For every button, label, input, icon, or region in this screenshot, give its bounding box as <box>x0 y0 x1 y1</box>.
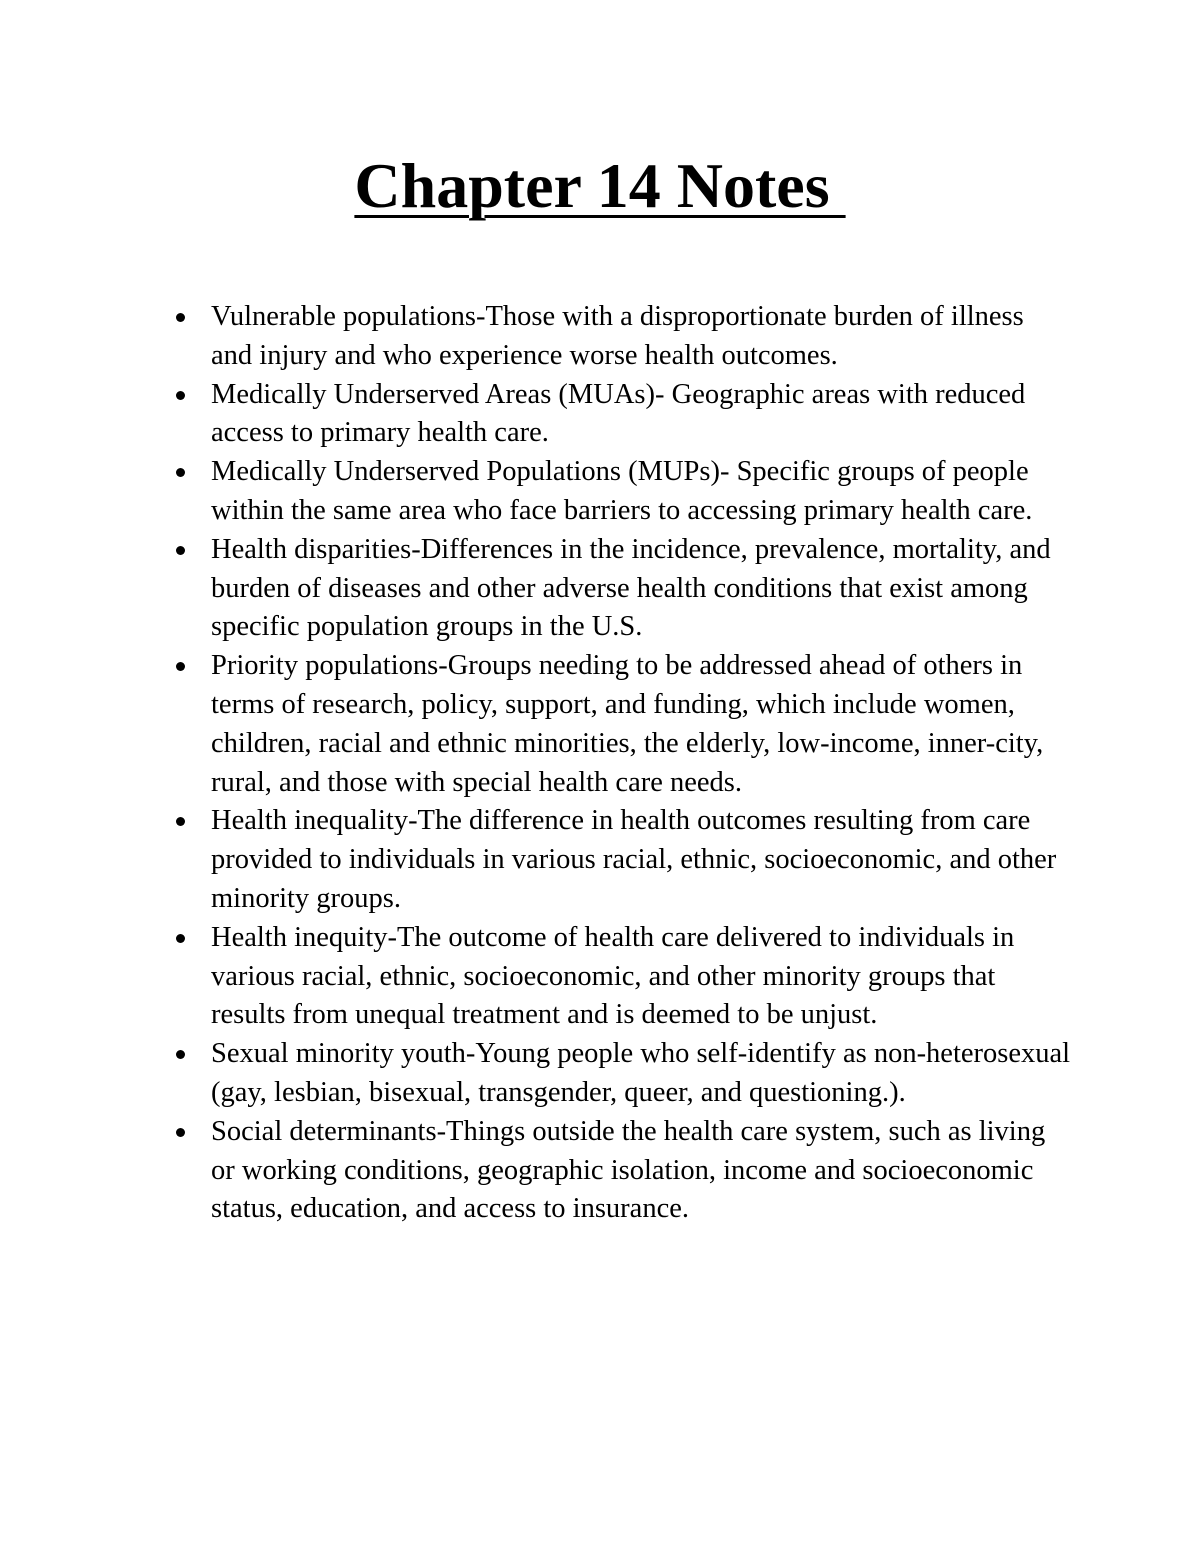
bullet-icon <box>176 1128 185 1137</box>
list-item <box>211 919 1071 1035</box>
list-item <box>211 1035 1071 1113</box>
list-item <box>211 1113 1071 1229</box>
list-item-text: Sexual minority youth-Young people who self-identify as non-heterosexual (gay, lesbian, bisexual, transgender, queer, and questioning.). <box>211 1038 1071 1108</box>
list-item <box>211 298 1071 376</box>
list-item-text: Health disparities-Differences in the incidence, prevalence, mortality, and burden of diseases and other adverse health conditions that exist among specific population groups in the U.S. <box>211 533 1051 643</box>
bullet-icon <box>176 817 185 826</box>
list-item-text: Vulnerable populations-Those with a disproportionate burden of illness and injury and who experience worse health outcomes. <box>211 301 1024 371</box>
list-item-text: Health inequity-The outcome of health care delivered to individuals in various racial, ethnic, socioeconomic, and other minority groups that results from unequal treatment and is deemed to be unjust. <box>211 921 1015 1031</box>
list-item-text: Medically Underserved Areas (MUAs)- Geographic areas with reduced access to primary health care. <box>211 378 1026 449</box>
notes-list <box>0 298 1200 1229</box>
list-item-text: Health inequality-The difference in health outcomes resulting from care provided to individuals in various racial, ethnic, socioeconomic, and other minority groups. <box>211 805 1057 914</box>
bullet-icon <box>176 313 185 322</box>
list-item-text: Medically Underserved Populations (MUPs)- Specific groups of people within the same area who face barriers to accessing primary health care. <box>211 456 1033 526</box>
bullet-icon <box>176 1050 185 1059</box>
list-item <box>211 376 1071 454</box>
bullet-icon <box>176 468 185 477</box>
bullet-icon <box>176 546 185 555</box>
bullet-icon <box>176 391 185 400</box>
bullet-icon <box>176 934 185 943</box>
page-title <box>0 148 1200 224</box>
list-item-text: Social determinants-Things outside the health care system, such as living or working conditions, geographic isolation, income and socioeconomic status, education, and access to insurance. <box>211 1115 1046 1225</box>
page-title-text: Chapter 14 Notes <box>354 150 846 221</box>
list-item <box>211 531 1071 647</box>
bullet-icon <box>176 662 185 671</box>
list-item <box>211 453 1071 531</box>
list-item <box>211 802 1071 918</box>
list-item <box>211 647 1071 802</box>
list-item-text: Priority populations-Groups needing to be addressed ahead of others in terms of research, policy, support, and funding, which include women, children, racial and ethnic minorities, the elderly, low-income, inner-city, rural, and those with special health care needs. <box>211 650 1044 798</box>
